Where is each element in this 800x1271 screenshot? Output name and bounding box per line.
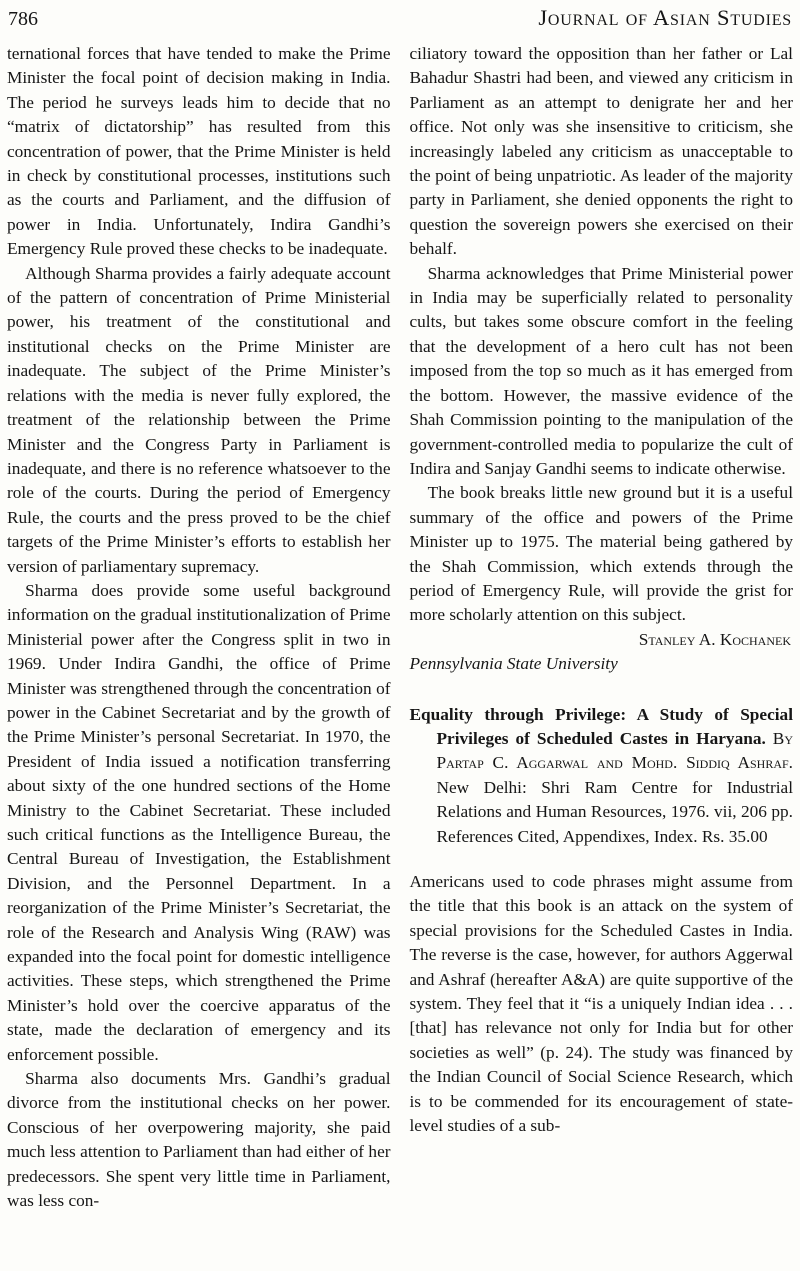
review-paragraph: Sharma also documents Mrs. Gandhi’s gradual divorce from the institutional checks on her power. Conscious of her overpowering majority, she paid much less attention to Parliament than had either of her predecessors. She spent very little time in Parliament, was less con- [7,1069,391,1211]
page-header [7,5,793,31]
review-paragraph: Americans used to code phrases might assume from the title that this book is an attack on the system of special provisions for the Scheduled Castes in India. The reverse is the case, however, for authors Aggerwal and Ashraf (hereafter A&A) are quite supportive of the system. They feel that it “is a uniquely Indian idea . . . [that] has relevance not only for India but for other societies as well” (p. 24). The study was financed by the Indian Council of Social Science Research, which is to be commended for its encouragement of state-level studies of a sub- [409,872,793,1136]
reviewer-name: Stanley A. Kochanek [638,629,791,649]
review-paragraph: Sharma does provide some useful background information on the gradual institutionalization of Prime Ministerial power after the Congress split in two in 1969. Under Indira Gandhi, the office of Prime Minister was strengthened through the concentration of power in the Cabinet Secretariat and by the growth of the Prime Minister’s personal Secretariat. In 1970, the President of India issued a notification transferring about sixty of the one hundred sections of the Home Ministry to the Cabinet Secretariat. These included such critical functions as the Intelligence Bureau, the Central Bureau of Investigation, the Establishment Division, and the Personnel Department. In a reorganization of the Prime Minister’s Secretariat, the role of the Research and Analysis Wing (RAW) was expanded into the focal point for domestic intelligence activities. These steps, which strengthened the Prime Minister’s hold over the coercive apparatus of the state, made the declaration of emergency and its enforcement possible. [7,580,391,1064]
left-column [7,42,391,1214]
review-paragraph: Although Sharma provides a fairly adequate account of the pattern of concentration of Prime Ministerial power, his treatment of the constitutional and institutional checks on the Prime Minister are inadequate. The subject of the Prime Minister’s relations with the media is never fully explored, the treatment of the relationship between the Prime Minister and the Congress Party in Parliament is inadequate, and there is no reference whatsoever to the role of the courts. During the period of Emergency Rule, the courts and the press proved to be the chief targets of the Prime Minister’s efforts to establish her version of parliamentary supremacy. [7,263,391,576]
book-title: Equality through Privilege: A Study of Special Privileges of Scheduled Castes in Haryana. [409,704,793,748]
right-column [410,42,794,1214]
book-citation [410,703,794,849]
page-number: 786 [8,8,38,30]
two-column-text-body [7,42,793,1214]
review-paragraph-continuation: ternational forces that have tended to make the Prime Minister the focal point of decision making in India. The period he surveys leads him to decide that no “matrix of dictatorship” has resulted from this concentration of power, that the Prime Minister is held in check by constitutional processes, institutions such as the courts and Parliament, and the diffusion of power in India. Unfortunately, Indira Gandhi’s Emergency Rule proved these checks to be inadequate. [7,44,391,259]
book-publication-details: New Delhi: Shri Ram Centre for Industrial Relations and Human Resources, 1976. vii, 206 pp. References Cited, Appendixes, Index. Rs. 35.00 [436,777,793,846]
review-paragraph: Sharma acknowledges that Prime Ministerial power in India may be superficially related to personality cults, but takes some obscure comfort in the feeling that the development of a hero cult has not been imposed from the top so much as it has emerged from the bottom. However, the massive evidence of the Shah Commission pointing to the manipulation of the government-controlled media to popularize the cult of Indira and Sanjay Gandhi seems to indicate otherwise. [409,263,793,478]
review-paragraph: The book breaks little new ground but it is a useful summary of the office and powers of the Prime Minister up to 1975. The material being gathered by the Shah Commission, which extends through the period of Emergency Rule, will provide the grist for more scholarly attention on this subject. [409,483,793,625]
book-authors: By Partap C. Aggarwal and Mohd. Siddiq Ashraf. [436,728,793,773]
review-paragraph-continuation: ciliatory toward the opposition than her father or Lal Bahadur Shastri had been, and viewed any criticism in Parliament as an attempt to denigrate her and her office. Not only was she insensitive to criticism, she increasingly labeled any criticism as unacceptable to the point of being unpatriotic. As leader of the majority party in Parliament, she denied opponents the right to question the sovereign powers she exercised on their behalf. [409,44,793,259]
reviewer-affiliation: Pennsylvania State University [409,654,618,674]
journal-title: Journal of Asian Studies [538,5,792,30]
